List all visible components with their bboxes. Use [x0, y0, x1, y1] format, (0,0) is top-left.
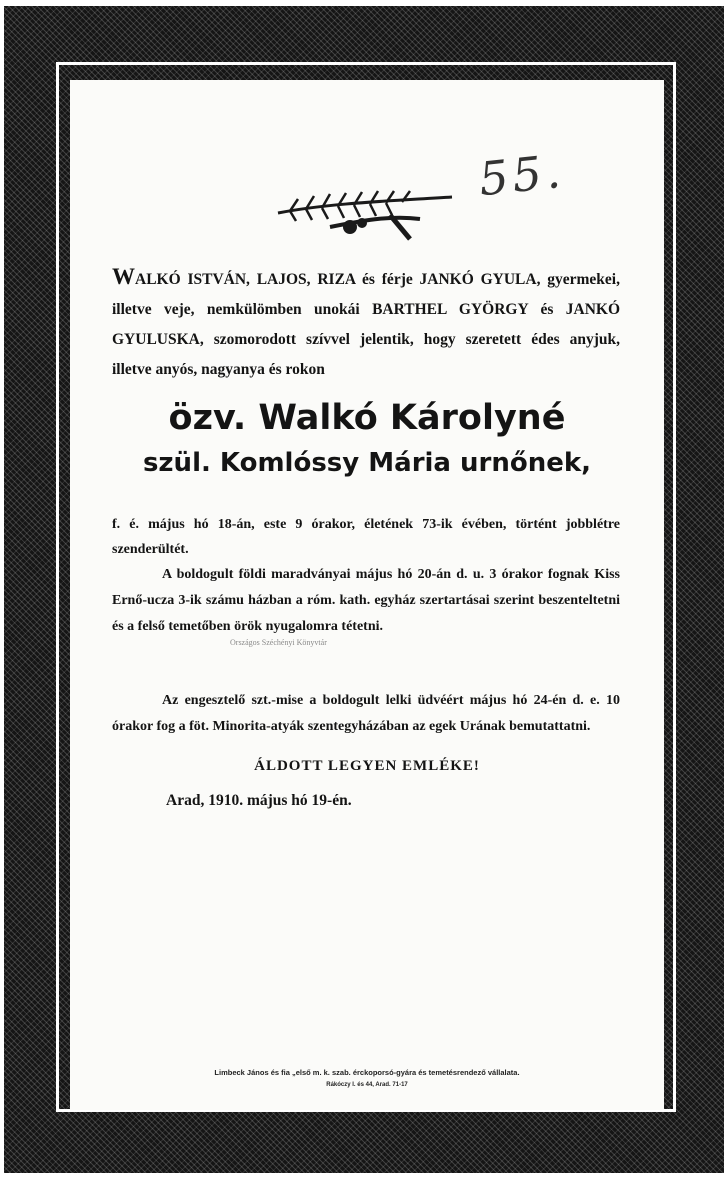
- library-watermark: Országos Széchényi Könyvtár: [230, 638, 327, 647]
- black-mourning-border: [4, 6, 724, 1173]
- place-date-line: Arad, 1910. május hó 19-én.: [166, 792, 352, 809]
- palm-branch-icon: [270, 175, 460, 245]
- intro-paragraph: [112, 262, 620, 385]
- deceased-maiden-name: szül. Komlóssy Mária urnőnek,: [142, 448, 592, 478]
- intro-text: ALKÓ ISTVÁN, LAJOS, RIZA és férje JANKÓ GYULA, gyermekei, illetve veje, nemkülömben unokái BARTHEL GYÖRGY és JANKÓ GYULUSKA, szomorodott szívvel jelentik, hogy szeretett édes anyjuk, illetve anyós, nagyanya és rokon: [112, 271, 620, 378]
- blessing-line: ÁLDOTT LEGYEN EMLÉKE!: [254, 758, 480, 774]
- notice-paper: [70, 80, 664, 1110]
- mass-paragraph: Az engesztelő szt.-mise a boldogult lelki üdvéért május hó 24-én d. e. 10 órakor fog a föt. Minorita-atyák szentegyházában az egek Urának bemutattatni.: [112, 693, 620, 734]
- printer-address: Rákóczy I. és 44, Arad. 71-17: [326, 1082, 408, 1088]
- handwritten-number: 55.: [476, 143, 567, 207]
- intro-initial: W: [112, 264, 135, 289]
- death-paragraph: f. é. május hó 18-án, este 9 órakor, életének 73-ik évében, történt jobblétre szenderültét.: [112, 517, 620, 557]
- deceased-name: özv. Walkó Károlyné: [168, 398, 566, 438]
- funeral-paragraph: A boldogult földi maradványai május hó 20-án d. u. 3 órakor fognak Kiss Ernő-ucza 3-ik számu házban a róm. kath. egyház szertartásai szerint beszenteltetni és a felső temetőben örök nyugalomra tétetni.: [112, 567, 620, 634]
- printer-imprint: Limbeck János és fia „első m. k. szab. érckoporsó-gyára és temetésrendező vállalata.: [214, 1068, 520, 1077]
